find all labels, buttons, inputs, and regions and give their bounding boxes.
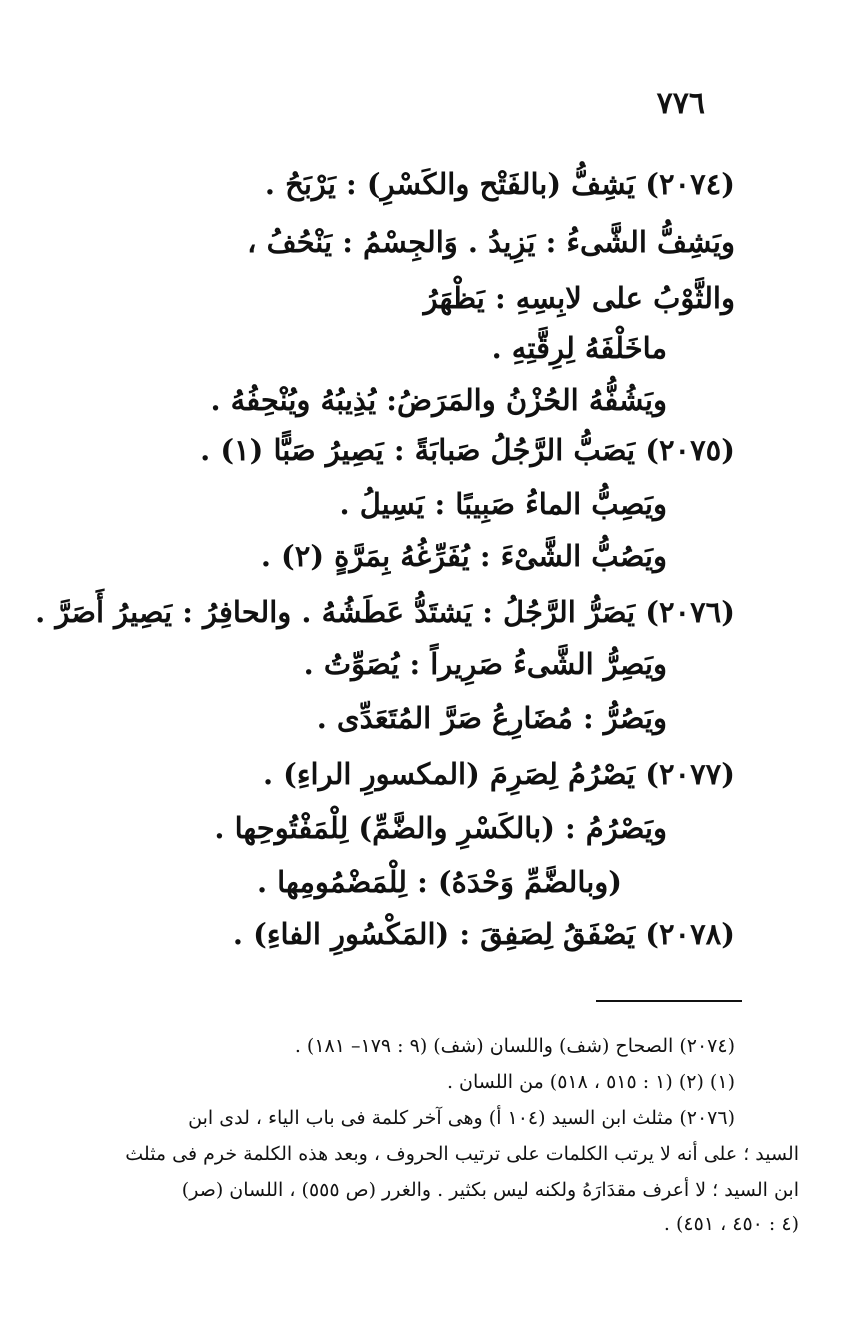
footnote-2076-line-3: ابن السيد ؛ لا أعرف مقدَارَهُ ولكنه ليس بكثير . والغرر (ص ٥٥٥) ، اللسان (صر) (181, 1179, 799, 1201)
footnote-2076-line-2: السيد ؛ على أنه لا يرتب الكلمات على ترتيب الحروف ، وبعد هذه الكلمة خرم فى مثلث (125, 1143, 799, 1165)
entry-2076-line-2: ويَصِرُّ الشَّىءُ صَرِيراً : يُصَوِّتُ . (303, 647, 667, 681)
entry-2075-line-3: ويَصُبُّ الشَّىْءَ : يُفَرِّغُهُ بِمَرَّةٍ (٢) . (260, 539, 667, 573)
footnote-2076-line-4: (٤ : ٤٥٠ ، ٤٥١) . (663, 1213, 799, 1235)
entry-2075-line-1: (٢٠٧٥) يَصَبُّ الرَّجُلُ صَبابَةً : يَصِيرُ صَبًّا (١) . (200, 433, 735, 467)
entry-2077-line-1: (٢٠٧٧) يَصْرُمُ لِصَرِمَ (المكسورِ الراءِ) . (262, 757, 735, 791)
entry-2074-line-5: ويَشُفُّهُ الحُزْنُ والمَرَضُ: يُذِيبُهُ ويُنْحِفُهُ . (210, 383, 667, 417)
footnote-divider (596, 1000, 742, 1002)
footnote-2074: (٢٠٧٤) الصحاح (شف) واللسان (شف) (٩ : ١٧٩– ١٨١) . (294, 1035, 735, 1057)
entry-2078-line-1: (٢٠٧٨) يَصْفَقُ لِصَفِقَ : (المَكْسُورِ الفاءِ) . (232, 917, 735, 951)
entry-2076-line-3: ويَصُرُّ : مُضَارِعُ صَرَّ المُتَعَدِّى . (316, 701, 667, 735)
entry-2076-line-1: (٢٠٧٦) يَصَرُّ الرَّجُلُ : يَشتَدُّ عَطَشُهُ . والحافِرُ : يَصِيرُ أَصَرَّ . (35, 595, 735, 629)
footnote-1-2: (١) (٢) (١ : ٥١٥ ، ٥١٨) من اللسان . (446, 1071, 735, 1093)
entry-2074-line-3: والثَّوْبُ على لابِسِهِ : يَظْهَرُ (423, 281, 735, 315)
entry-2074-line-2: ويَشِفُّ الشَّىءُ : يَزِيدُ . وَالجِسْمُ : يَنْحُفُ ، (247, 225, 735, 259)
footnote-2076-line-1: (٢٠٧٦) مثلث ابن السيد (١٠٤ أ) وهى آخر كلمة فى باب الياء ، لدى ابن (188, 1107, 735, 1129)
entry-2077-line-3: (وبالضَّمِّ وَحْدَهُ) : لِلْمَضْمُومِها . (256, 865, 622, 899)
entry-2074-line-4: ماخَلْفَهُ لِرِقَّتِهِ . (491, 331, 667, 365)
entry-2075-line-2: ويَصِبُّ الماءُ صَبِيبًا : يَسِيلُ . (339, 487, 667, 521)
entry-2074-line-1: (٢٠٧٤) يَشِفُّ (بالفَتْح والكَسْرِ) : يَرْبَحُ . (264, 167, 735, 201)
entry-2077-line-2: ويَصْرُمُ : (بالكَسْرِ والضَّمِّ) لِلْمَفْتُوحِها . (214, 811, 667, 845)
page-number: ٧٧٦ (656, 86, 705, 121)
